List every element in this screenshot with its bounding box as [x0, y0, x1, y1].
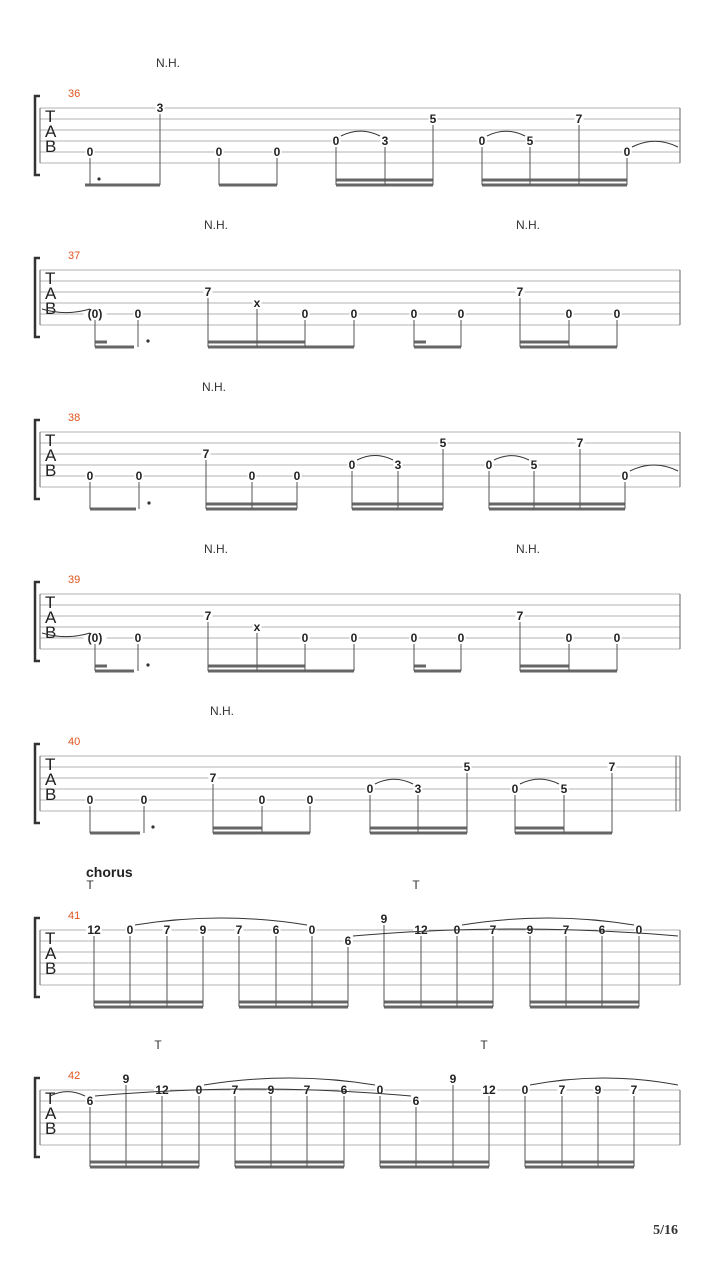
tie-arc	[341, 131, 380, 136]
fret-number: 0	[623, 145, 631, 159]
tab-system-39	[35, 542, 680, 671]
tab-system-41	[35, 864, 680, 1007]
fret-number: 0	[86, 793, 94, 807]
section-label: chorus	[86, 864, 133, 880]
fret-number: 0	[457, 631, 465, 645]
fret-number: 7	[163, 923, 171, 937]
rhythm-dot	[146, 663, 149, 666]
tab-clef-t: T	[45, 431, 56, 450]
fret-number: 0	[195, 1083, 203, 1097]
tab-clef-b: B	[45, 785, 57, 804]
tie-arc	[632, 141, 678, 147]
fret-number: 12	[87, 923, 101, 937]
fret-number: 0	[478, 134, 486, 148]
fret-number: 7	[303, 1083, 311, 1097]
measure-number: 41	[68, 910, 81, 922]
rhythm-dot	[97, 177, 100, 180]
tab-clef-b: B	[45, 959, 57, 978]
fret-number: 0	[293, 469, 301, 483]
fret-number: 3	[414, 782, 422, 796]
tab-clef-a: A	[45, 284, 57, 303]
fret-number: 0	[308, 923, 316, 937]
fret-number: x	[253, 620, 261, 634]
fret-number: x	[253, 296, 261, 310]
fret-number: 7	[202, 447, 210, 461]
fret-number: 0	[135, 469, 143, 483]
measure-number: 39	[68, 574, 81, 586]
tie-arc	[357, 456, 393, 461]
technique-annotation: T	[480, 1038, 488, 1052]
system-bracket	[35, 96, 40, 175]
tab-clef-t: T	[45, 1089, 56, 1108]
tab-clef-t: T	[45, 929, 56, 948]
tab-clef-t: T	[45, 107, 56, 126]
fret-number: 12	[414, 923, 428, 937]
system-bracket	[35, 258, 40, 337]
fret-number: 0	[306, 793, 314, 807]
fret-number: 0	[521, 1083, 529, 1097]
fret-number: 0	[273, 145, 281, 159]
technique-annotation: T	[412, 878, 420, 892]
fret-number: 0	[350, 307, 358, 321]
fret-number: 0	[350, 631, 358, 645]
fret-number: 0	[485, 458, 493, 472]
fret-number: 0	[376, 1083, 384, 1097]
fret-number: 7	[608, 760, 616, 774]
tab-system-37	[35, 218, 680, 347]
fret-number: 6	[340, 1083, 348, 1097]
fret-number: 0	[86, 145, 94, 159]
fret-number: 9	[122, 1072, 130, 1086]
tab-clef-b: B	[45, 137, 57, 156]
fret-number: 0	[410, 307, 418, 321]
rhythm-dot	[147, 501, 150, 504]
fret-number: 7	[231, 1083, 239, 1097]
tab-system-42	[35, 1038, 680, 1167]
technique-annotation: N.H.	[204, 542, 228, 556]
fret-number: 0	[134, 307, 142, 321]
fret-number: 0	[613, 631, 621, 645]
fret-number: 9	[199, 923, 207, 937]
fret-number: 7	[235, 923, 243, 937]
tab-clef-a: A	[45, 446, 57, 465]
tab-clef-t: T	[45, 593, 56, 612]
fret-number: (0)	[87, 307, 103, 321]
fret-number: 7	[204, 609, 212, 623]
tie-arc	[530, 1078, 678, 1085]
tab-clef-a: A	[45, 122, 57, 141]
fret-number: 3	[394, 458, 402, 472]
tab-clef-b: B	[45, 1119, 57, 1138]
fret-number: 6	[86, 1094, 94, 1108]
fret-number: 6	[272, 923, 280, 937]
fret-number: 12	[482, 1083, 496, 1097]
fret-number: 9	[380, 912, 388, 926]
tie-arc	[487, 131, 525, 136]
fret-number: 5	[526, 134, 534, 148]
fret-number: 7	[489, 923, 497, 937]
measure-number: 40	[68, 736, 81, 748]
tab-clef-b: B	[45, 623, 57, 642]
measure-number: 36	[68, 88, 81, 100]
fret-number: 9	[594, 1083, 602, 1097]
fret-number: 7	[562, 923, 570, 937]
fret-number: 5	[530, 458, 538, 472]
fret-number: 0	[301, 307, 309, 321]
technique-annotation: N.H.	[156, 56, 180, 70]
tie-arc	[462, 918, 634, 925]
tie-arc	[204, 1078, 375, 1085]
measure-number: 42	[68, 1070, 81, 1082]
fret-number: 7	[516, 285, 524, 299]
fret-number: 0	[410, 631, 418, 645]
fret-number: 9	[267, 1083, 275, 1097]
rhythm-dot	[151, 825, 154, 828]
system-bracket	[35, 918, 40, 997]
fret-number: (0)	[87, 631, 103, 645]
fret-number: 0	[134, 631, 142, 645]
rhythm-dot	[146, 339, 149, 342]
fret-number: 0	[301, 631, 309, 645]
fret-number: 0	[457, 307, 465, 321]
tie-arc	[494, 456, 529, 460]
system-bracket	[35, 744, 40, 823]
technique-annotation: T	[154, 1038, 162, 1052]
tab-clef-a: A	[45, 608, 57, 627]
system-bracket	[35, 420, 40, 499]
measure-number: 37	[68, 250, 81, 262]
fret-number: 6	[412, 1094, 420, 1108]
tab-clef-a: A	[45, 1104, 57, 1123]
technique-annotation: N.H.	[210, 704, 234, 718]
fret-number: 6	[598, 923, 606, 937]
fret-number: 7	[576, 436, 584, 450]
fret-number: 0	[635, 923, 643, 937]
fret-number: 0	[348, 458, 356, 472]
tab-clef-b: B	[45, 461, 57, 480]
fret-number: 0	[215, 145, 223, 159]
fret-number: 3	[381, 134, 389, 148]
fret-number: 0	[511, 782, 519, 796]
fret-number: 7	[204, 285, 212, 299]
fret-number: 7	[516, 609, 524, 623]
fret-number: 7	[558, 1083, 566, 1097]
fret-number: 0	[140, 793, 148, 807]
fret-number: 7	[209, 771, 217, 785]
fret-number: 6	[344, 934, 352, 948]
tie-arc	[135, 918, 307, 925]
fret-number: 5	[429, 112, 437, 126]
tab-system-38	[35, 380, 680, 509]
technique-annotation: N.H.	[516, 542, 540, 556]
tab-clef-t: T	[45, 755, 56, 774]
fret-number: 12	[155, 1083, 169, 1097]
technique-annotation: T	[86, 878, 94, 892]
fret-number: 9	[526, 923, 534, 937]
system-bracket	[35, 1078, 40, 1157]
technique-annotation: N.H.	[204, 218, 228, 232]
tab-system-36	[35, 56, 680, 185]
system-bracket	[35, 582, 40, 661]
tie-arc	[375, 779, 413, 784]
fret-number: 0	[621, 469, 629, 483]
fret-number: 0	[258, 793, 266, 807]
fret-number: 0	[332, 134, 340, 148]
fret-number: 0	[126, 923, 134, 937]
fret-number: 0	[86, 469, 94, 483]
fret-number: 0	[613, 307, 621, 321]
fret-number: 0	[248, 469, 256, 483]
tie-arc	[520, 779, 559, 784]
fret-number: 0	[565, 631, 573, 645]
tab-clef-a: A	[45, 944, 57, 963]
page-number: 5/16	[653, 1223, 678, 1238]
fret-number: 9	[449, 1072, 457, 1086]
fret-number: 3	[156, 101, 164, 115]
tab-clef-a: A	[45, 770, 57, 789]
fret-number: 7	[575, 112, 583, 126]
tab-clef-t: T	[45, 269, 56, 288]
fret-number: 0	[453, 923, 461, 937]
fret-number: 0	[565, 307, 573, 321]
fret-number: 5	[463, 760, 471, 774]
technique-annotation: N.H.	[202, 380, 226, 394]
fret-number: 5	[560, 782, 568, 796]
tab-clef-b: B	[45, 299, 57, 318]
fret-number: 5	[439, 436, 447, 450]
technique-annotation: N.H.	[516, 218, 540, 232]
fret-number: 0	[366, 782, 374, 796]
fret-number: 7	[630, 1083, 638, 1097]
tab-system-40	[35, 704, 680, 833]
measure-number: 38	[68, 412, 81, 424]
tie-arc	[630, 465, 678, 471]
